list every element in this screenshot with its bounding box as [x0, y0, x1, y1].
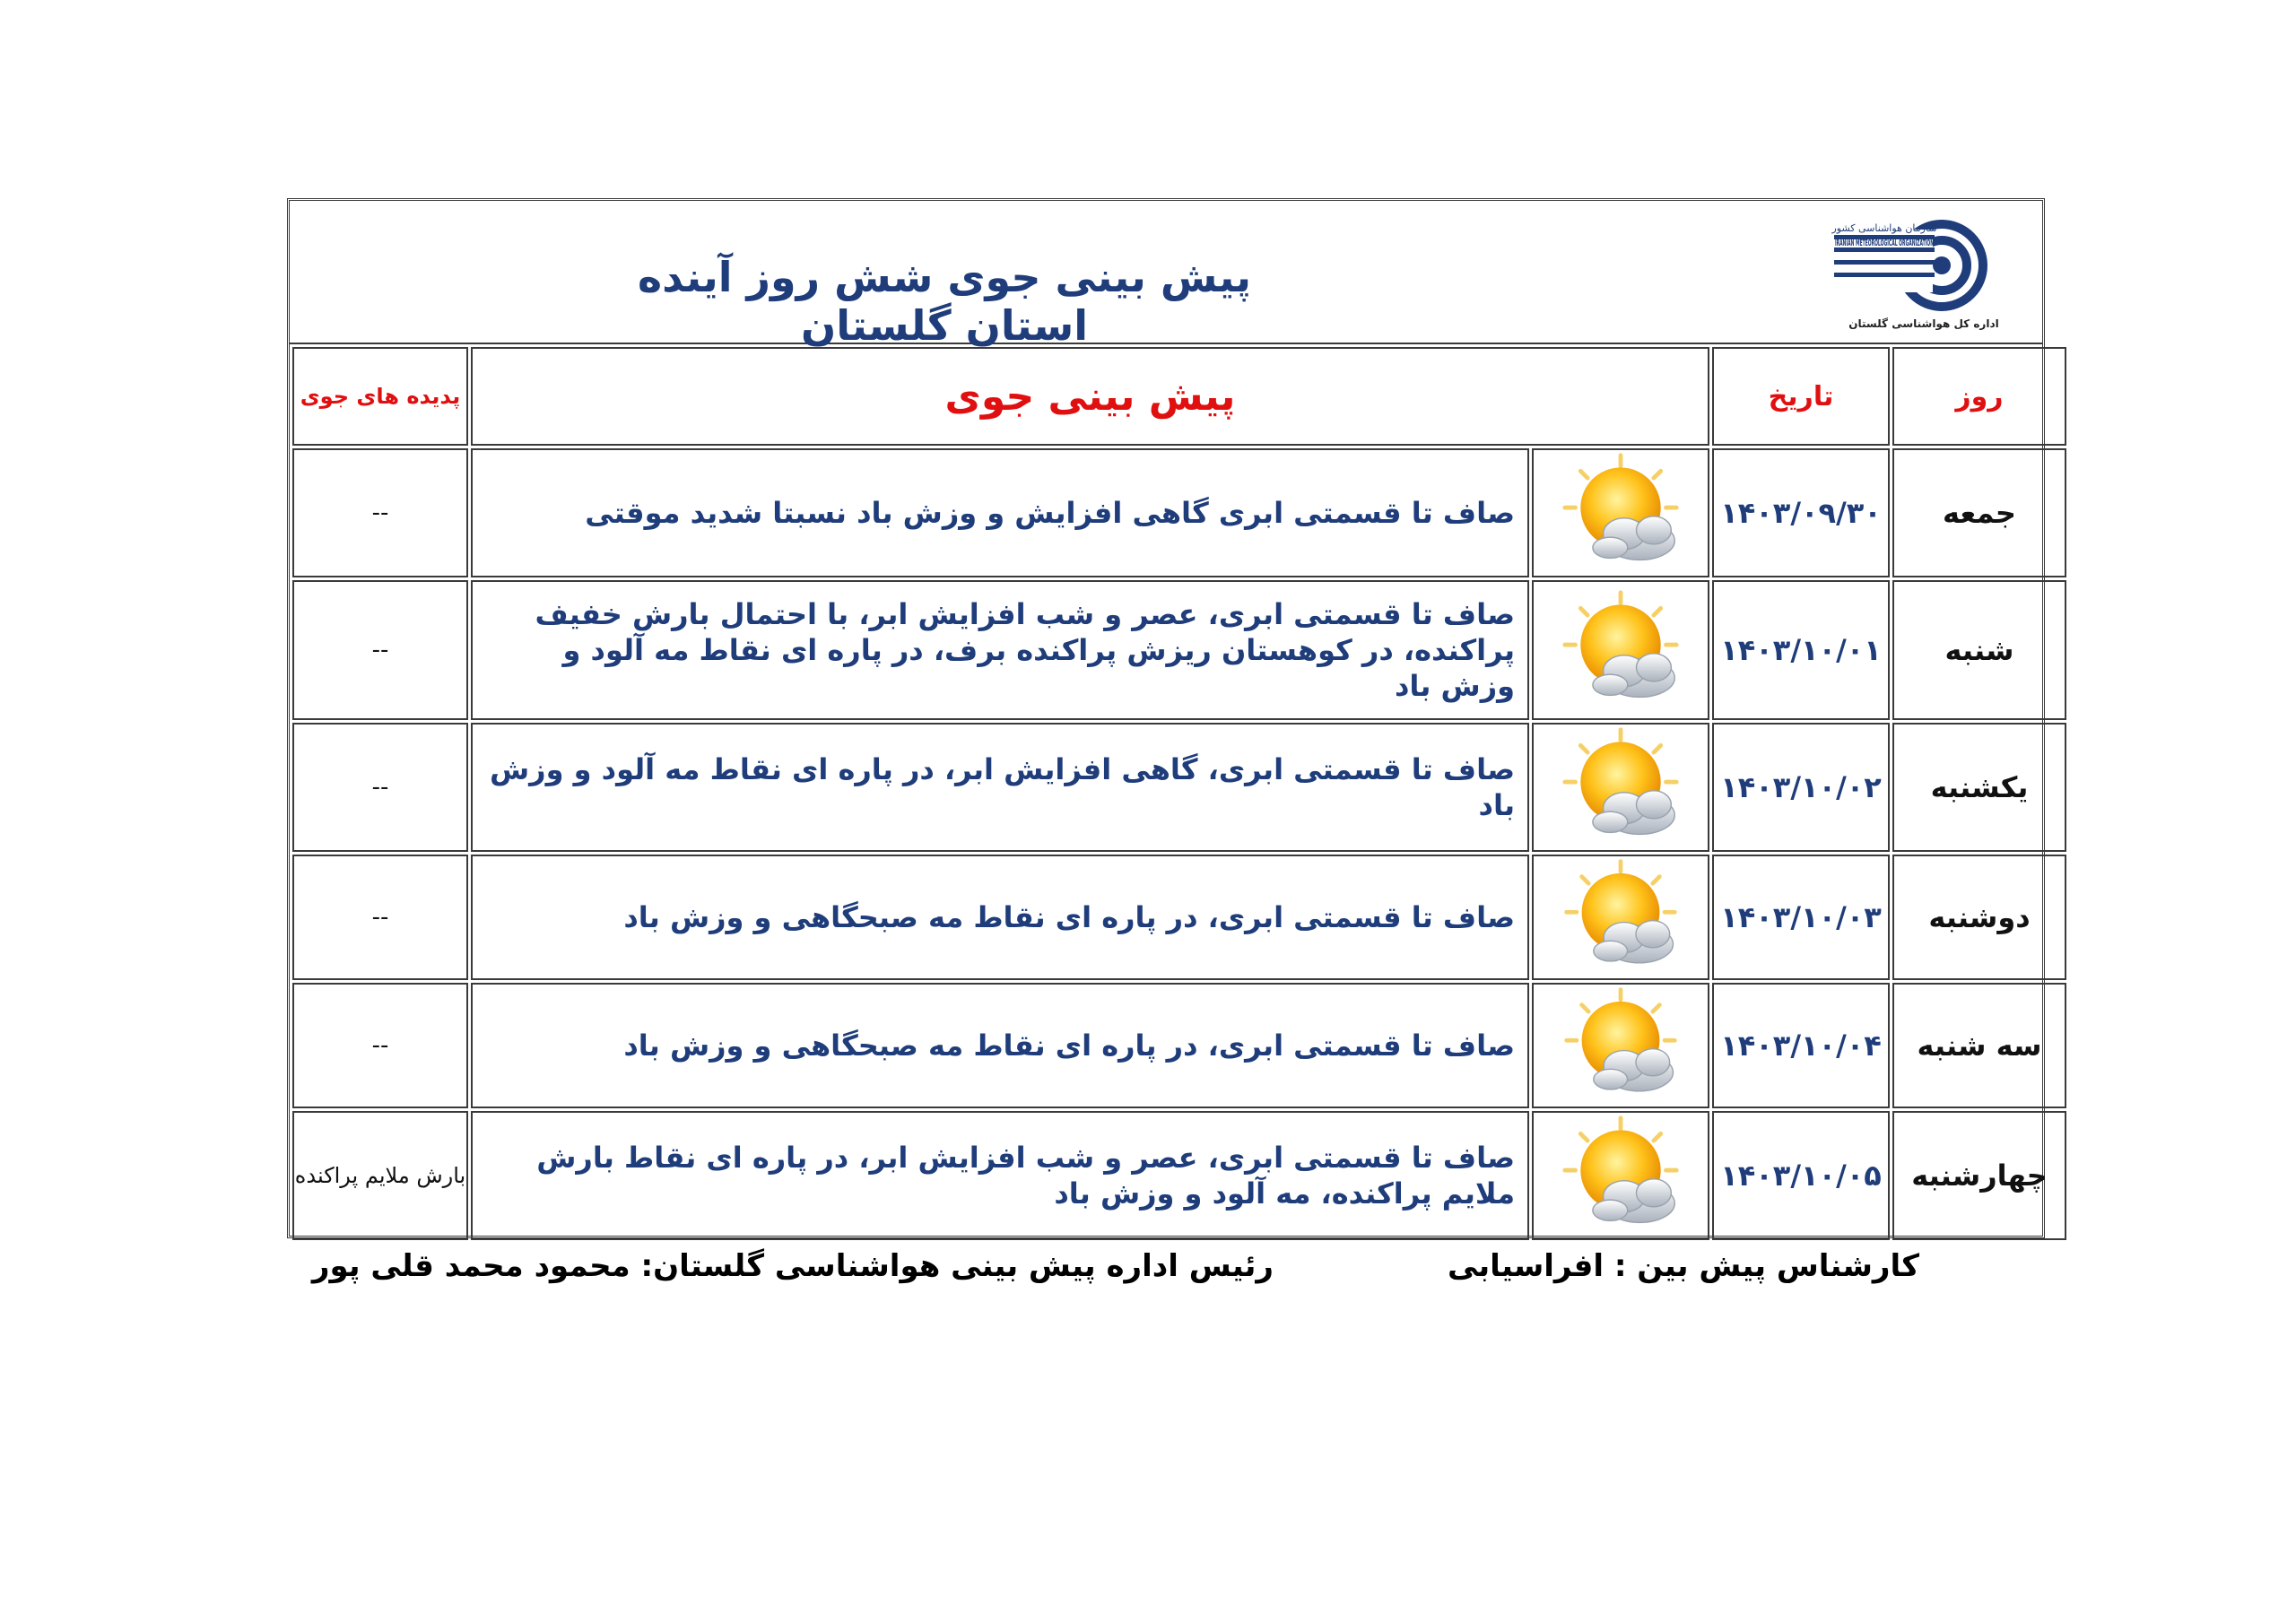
phenomena-cell: -- [292, 448, 468, 577]
day-cell: چهارشنبه [1892, 1111, 2066, 1240]
forecast-sheet [287, 198, 2048, 1238]
table-row [292, 448, 2066, 577]
column-header-forecast: پیش بینی جوی [471, 347, 1709, 446]
forecast-cell: صاف تا قسمتی ابری گاهی افزایش و وزش باد نسبتا شدید موقتی [471, 448, 1529, 577]
day-cell: جمعه [1892, 448, 2066, 577]
phenomena-cell: -- [292, 580, 468, 720]
column-header-date: تاریخ [1712, 347, 1890, 446]
date-cell: ۱۴۰۳/۱۰/۰۳ [1712, 855, 1890, 980]
forecast-cell: صاف تا قسمتی ابری، عصر و شب افزایش ابر، در پاره ای نقاط بارش ملایم پراکنده، مه آلود و وزش باد [471, 1111, 1529, 1240]
table-row [292, 983, 2066, 1108]
head-signature: رئیس اداره پیش بینی هواشناسی گلستان: محمود محمد قلی پور [311, 1248, 1274, 1284]
phenomena-cell: -- [292, 983, 468, 1108]
forecast-cell: صاف تا قسمتی ابری، در پاره ای نقاط مه صبحگاهی و وزش باد [471, 983, 1529, 1108]
date-cell: ۱۴۰۳/۱۰/۰۱ [1712, 580, 1890, 720]
forecast-cell: صاف تا قسمتی ابری، در پاره ای نقاط مه صبحگاهی و وزش باد [471, 855, 1529, 980]
table-row [292, 580, 2066, 720]
table-header-row [292, 347, 2066, 446]
column-header-phenomena: پدیده های جوی [292, 347, 468, 446]
forecaster-signature: کارشناس پیش بین : افراسیابی [1448, 1248, 1919, 1284]
date-cell: ۱۴۰۳/۱۰/۰۴ [1712, 983, 1890, 1108]
logo-text-top: سازمان هواشناسی کشور [1831, 222, 1937, 234]
table-row [292, 723, 2066, 852]
date-cell: ۱۴۰۳/۰۹/۳۰ [1712, 448, 1890, 577]
phenomena-cell: -- [292, 723, 468, 852]
date-cell: ۱۴۰۳/۱۰/۰۲ [1712, 723, 1890, 852]
forecast-cell: صاف تا قسمتی ابری، عصر و شب افزایش ابر، با احتمال بارش خفیف پراکنده، در کوهستان ریزش پراکنده برف، در پاره ای نقاط مه آلود و وزش باد [471, 580, 1529, 720]
title-row [290, 201, 2042, 350]
table-row [292, 1111, 2066, 1240]
day-cell: دوشنبه [1892, 855, 2066, 980]
table-row [292, 855, 2066, 980]
partly-cloudy-sun-icon [1532, 580, 1709, 720]
day-cell: یکشنبه [1892, 723, 2066, 852]
phenomena-cell: بارش ملایم پراکنده [292, 1111, 468, 1240]
date-cell: ۱۴۰۳/۱۰/۰۵ [1712, 1111, 1890, 1240]
partly-cloudy-sun-icon [1532, 983, 1709, 1108]
page-title: پیش بینی جوی شش روز آینده استان گلستان [637, 253, 1252, 350]
column-header-day: روز [1892, 347, 2066, 446]
forecast-cell: صاف تا قسمتی ابری، گاهی افزایش ابر، در پاره ای نقاط مه آلود و وزش باد [471, 723, 1529, 852]
partly-cloudy-sun-icon [1532, 723, 1709, 852]
partly-cloudy-sun-icon [1532, 448, 1709, 577]
logo-text-en: IRANIAN METEOROLOGICAL ORGANIZATION [1835, 239, 1934, 248]
logo-org-name: اداره کل هواشناسی گلستان [1848, 317, 1999, 330]
forecast-table [290, 344, 2069, 1243]
partly-cloudy-sun-icon [1532, 1111, 1709, 1240]
day-cell: سه شنبه [1892, 983, 2066, 1108]
partly-cloudy-sun-icon [1532, 855, 1709, 980]
meteorological-organization-logo [1825, 212, 2022, 330]
phenomena-cell: -- [292, 855, 468, 980]
day-cell: شنبه [1892, 580, 2066, 720]
